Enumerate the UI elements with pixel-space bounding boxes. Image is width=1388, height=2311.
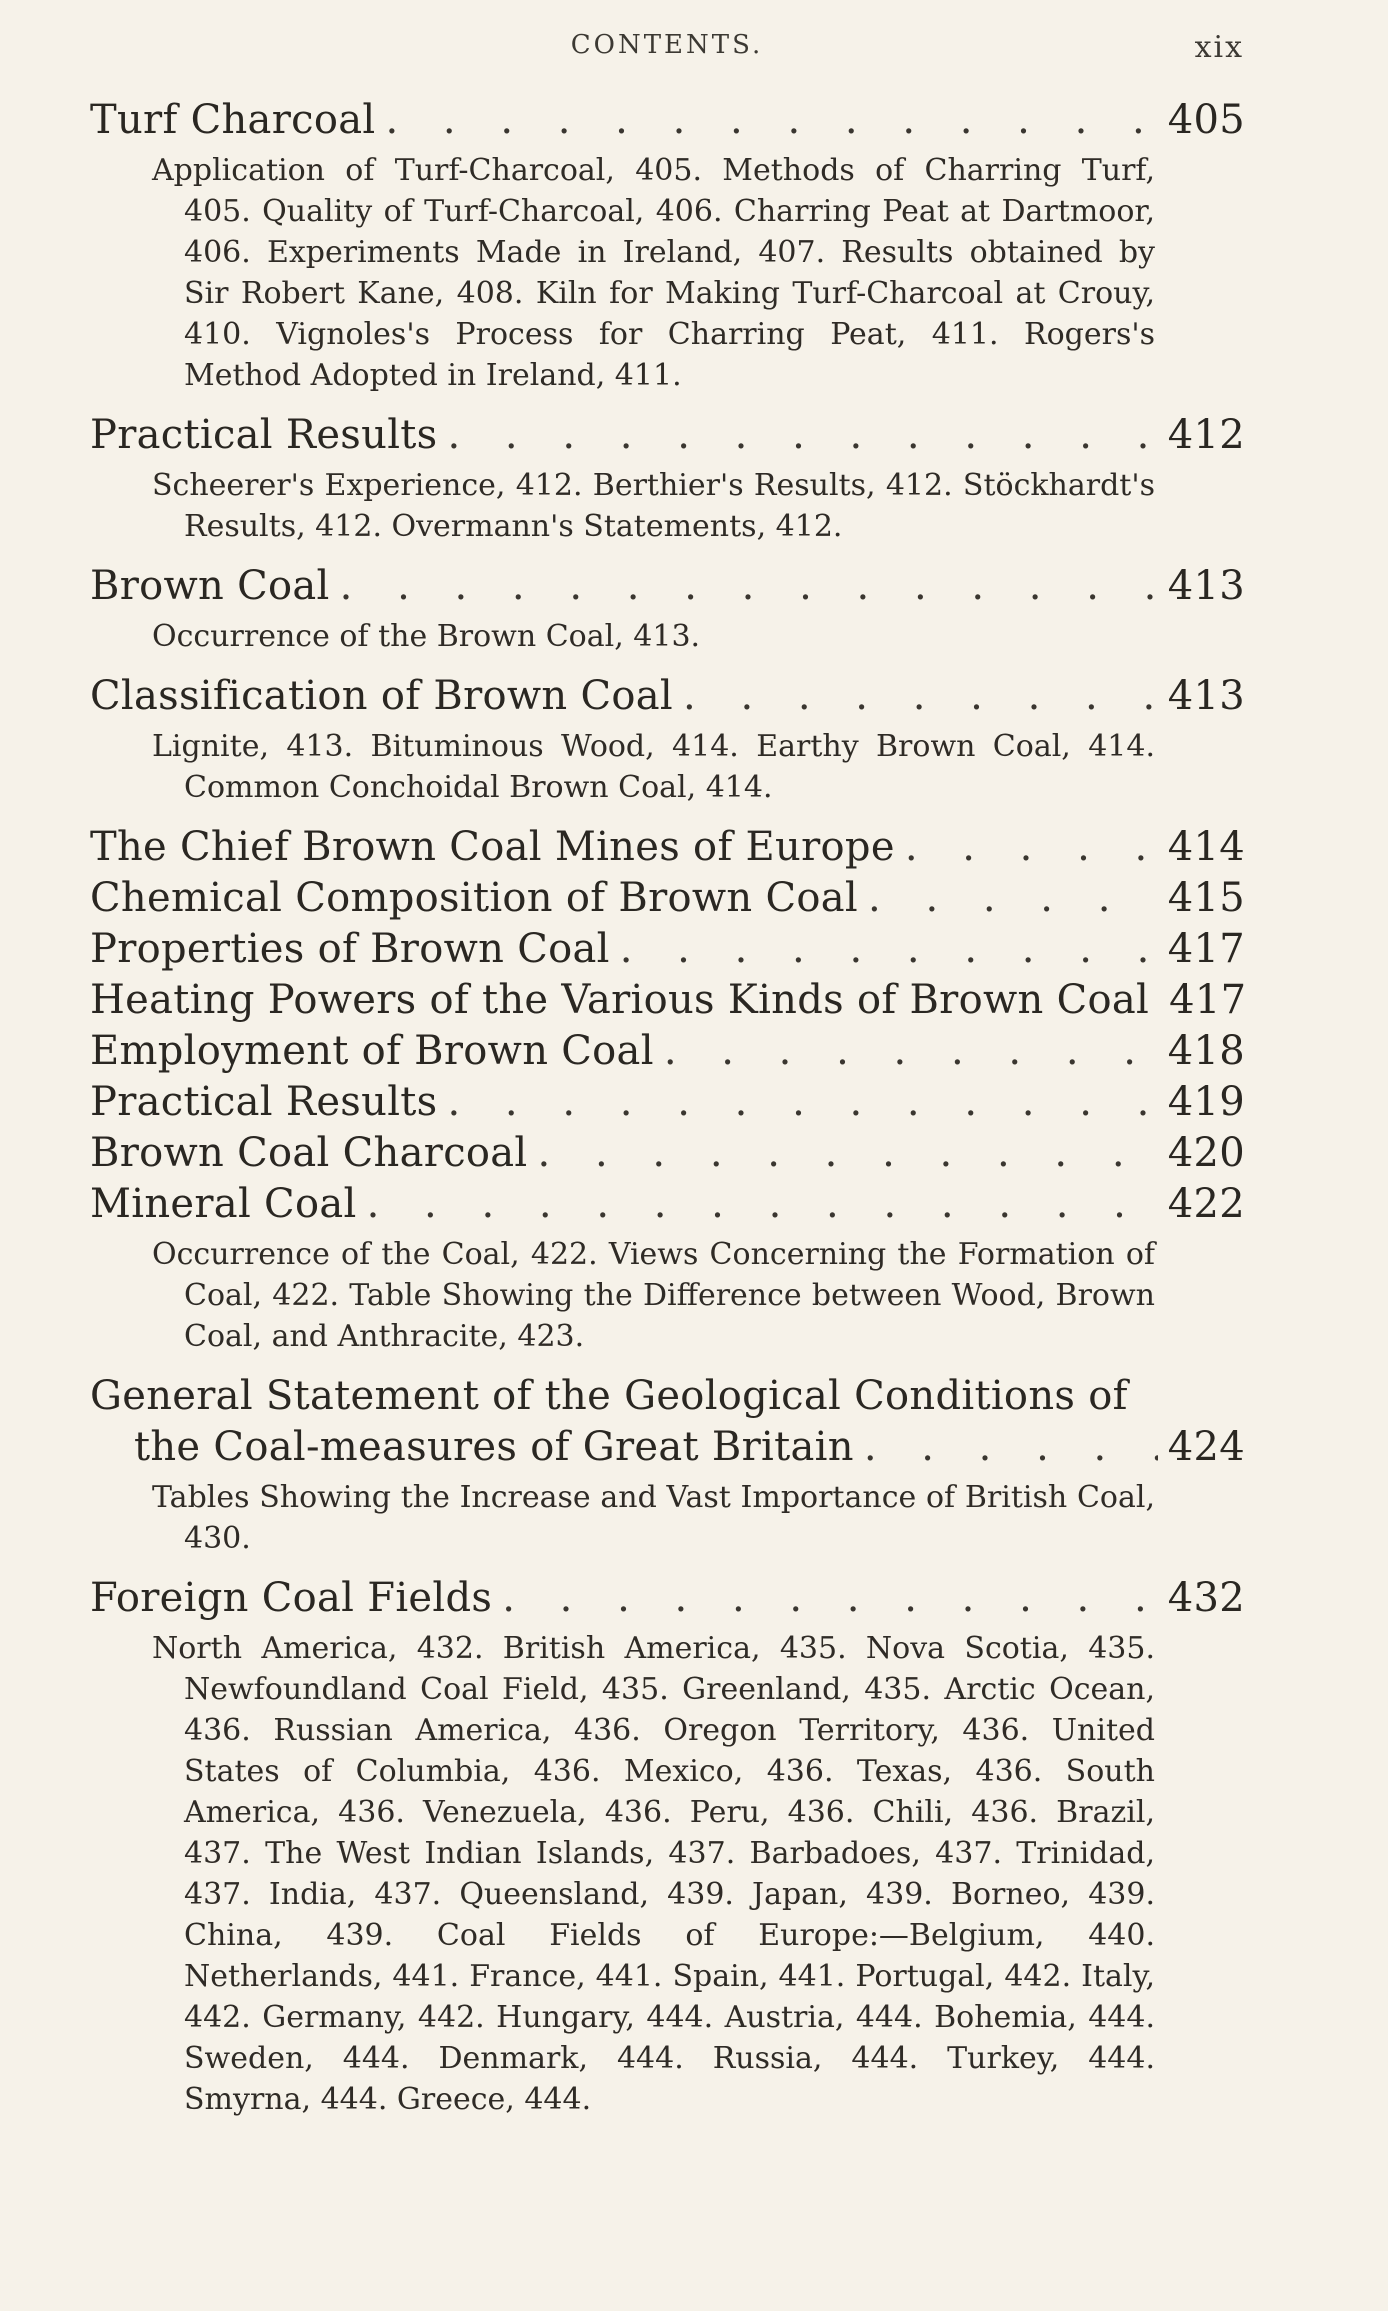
toc-page-number: 424	[1167, 1424, 1245, 1470]
dot-leader	[620, 924, 1158, 975]
toc-title: Brown Coal	[90, 563, 330, 609]
dot-leader	[367, 1179, 1158, 1230]
toc-entry	[90, 1077, 1245, 1128]
toc-title: Properties of Brown Coal	[90, 926, 610, 972]
dot-leader	[905, 822, 1158, 873]
toc-title: Classification of Brown Coal	[90, 673, 674, 719]
toc-entry	[90, 1128, 1245, 1179]
toc-entry	[90, 561, 1245, 657]
toc-heading	[90, 924, 1245, 975]
dot-leader	[385, 95, 1157, 146]
toc-subtopics: Tables Showing the Increase and Vast Importance of British Coal, 430.	[152, 1480, 1155, 1556]
toc-subtopics: Scheerer's Experience, 412. Berthier's Results, 412. Stöckhardt's Results, 412. Overmann's Statements, 412.	[152, 468, 1155, 544]
toc-entry	[90, 95, 1245, 396]
toc-entry	[90, 975, 1245, 1026]
dot-leader	[340, 561, 1158, 612]
toc-page-number: 417	[1169, 977, 1247, 1023]
toc-subtopics: Occurrence of the Brown Coal, 413.	[152, 619, 701, 654]
toc-subtopics: Lignite, 413. Bituminous Wood, 414. Earthy Brown Coal, 414. Common Conchoidal Brown Coal, 414.	[152, 729, 1155, 805]
toc-title: Practical Results	[90, 1079, 438, 1125]
toc-page-number: 412	[1167, 412, 1245, 458]
toc-page-number: 419	[1167, 1079, 1245, 1125]
toc-heading	[90, 1026, 1245, 1077]
dot-leader	[864, 1422, 1158, 1473]
toc-title: General Statement of the Geological Conditions of	[90, 1373, 1128, 1419]
toc-subtopics: Occurrence of the Coal, 422. Views Concerning the Formation of Coal, 422. Table Showing the Difference between Wood, Brown Coal, and Anthracite, 423.	[152, 1237, 1155, 1354]
toc-heading	[90, 1077, 1245, 1128]
header-title: CONTENTS.	[570, 30, 764, 60]
toc-heading-line-1	[90, 1371, 1245, 1422]
toc-title: The Chief Brown Coal Mines of Europe	[90, 824, 895, 870]
toc-page-number: 415	[1167, 875, 1245, 921]
toc-page-number: 414	[1167, 824, 1245, 870]
toc-title: Turf Charcoal	[90, 97, 376, 143]
toc-entry	[90, 1026, 1245, 1077]
toc-title: Employment of Brown Coal	[90, 1028, 654, 1074]
toc-entry	[90, 1179, 1245, 1357]
toc-page-number: 405	[1167, 97, 1245, 143]
toc-title: Foreign Coal Fields	[90, 1575, 493, 1621]
dot-leader	[664, 1026, 1158, 1077]
toc-entry	[90, 1371, 1245, 1559]
running-header	[90, 20, 1244, 70]
toc-page-number: 413	[1167, 673, 1245, 719]
toc-page-number: 417	[1167, 926, 1245, 972]
toc-heading	[90, 561, 1245, 612]
toc-title: Chemical Composition of Brown Coal	[90, 875, 859, 921]
toc-heading	[90, 410, 1245, 461]
page-folio: xix	[1194, 30, 1244, 65]
dot-leader	[538, 1128, 1158, 1179]
toc-title-continued: the Coal-measures of Great Britain	[134, 1424, 854, 1470]
toc-entry	[90, 924, 1245, 975]
toc-heading	[90, 1179, 1245, 1230]
dot-leader	[447, 1077, 1157, 1128]
toc-heading	[90, 671, 1245, 722]
contents-list	[90, 95, 1245, 2134]
toc-title: Mineral Coal	[90, 1181, 357, 1227]
toc-subtopics: Application of Turf-Charcoal, 405. Methods of Charring Turf, 405. Quality of Turf-Charcoal, 406. Charring Peat at Dartmoor, 406. Experiments Made in Ireland, 407. Results obtained by Sir Robert Kane, 408. Kiln for Making Turf-Charcoal at Crouy, 410. Vignoles's Process for Charring Peat, 411. Rogers's Method Adopted in Ireland, 411.	[152, 153, 1155, 393]
toc-page-number: 422	[1167, 1181, 1245, 1227]
toc-heading	[90, 1128, 1245, 1179]
toc-entry	[90, 671, 1245, 808]
toc-title: Heating Powers of the Various Kinds of Brown Coal	[90, 977, 1150, 1023]
toc-page-number: 432	[1167, 1575, 1245, 1621]
dot-leader	[683, 671, 1158, 722]
toc-entry	[90, 1573, 1245, 2120]
toc-subtopics: North America, 432. British America, 435. Nova Scotia, 435. Newfoundland Coal Field, 435. Greenland, 435. Arctic Ocean, 436. Russian America, 436. Oregon Territory, 436. United States of Columbia, 436. Mexico, 436. Texas, 436. South America, 436. Venezuela, 436. Peru, 436. Chili, 436. Brazil, 437. The West Indian Islands, 437. Barbadoes, 437. Trinidad, 437. India, 437. Queensland, 439. Japan, 439. Borneo, 439. China, 439. Coal Fields of Europe:—Belgium, 440. Netherlands, 441. France, 441. Spain, 441. Portugal, 442. Italy, 442. Germany, 442. Hungary, 444. Austria, 444. Bohemia, 444. Sweden, 444. Denmark, 444. Russia, 444. Turkey, 444. Smyrna, 444. Greece, 444.	[152, 1631, 1155, 2117]
toc-heading	[90, 873, 1245, 924]
dot-leader	[447, 410, 1157, 461]
toc-heading-line-2	[90, 1422, 1245, 1473]
dot-leader	[868, 873, 1158, 924]
toc-heading	[90, 822, 1245, 873]
toc-title: Brown Coal Charcoal	[90, 1130, 528, 1176]
toc-entry	[90, 822, 1245, 873]
toc-heading	[90, 975, 1245, 1026]
toc-entry	[90, 410, 1245, 547]
toc-page-number: 418	[1167, 1028, 1245, 1074]
toc-entry	[90, 873, 1245, 924]
toc-title: Practical Results	[90, 412, 438, 458]
toc-heading	[90, 1573, 1245, 1624]
toc-heading	[90, 95, 1245, 146]
dot-leader	[502, 1573, 1158, 1624]
toc-page-number: 420	[1167, 1130, 1245, 1176]
toc-page-number: 413	[1167, 563, 1245, 609]
